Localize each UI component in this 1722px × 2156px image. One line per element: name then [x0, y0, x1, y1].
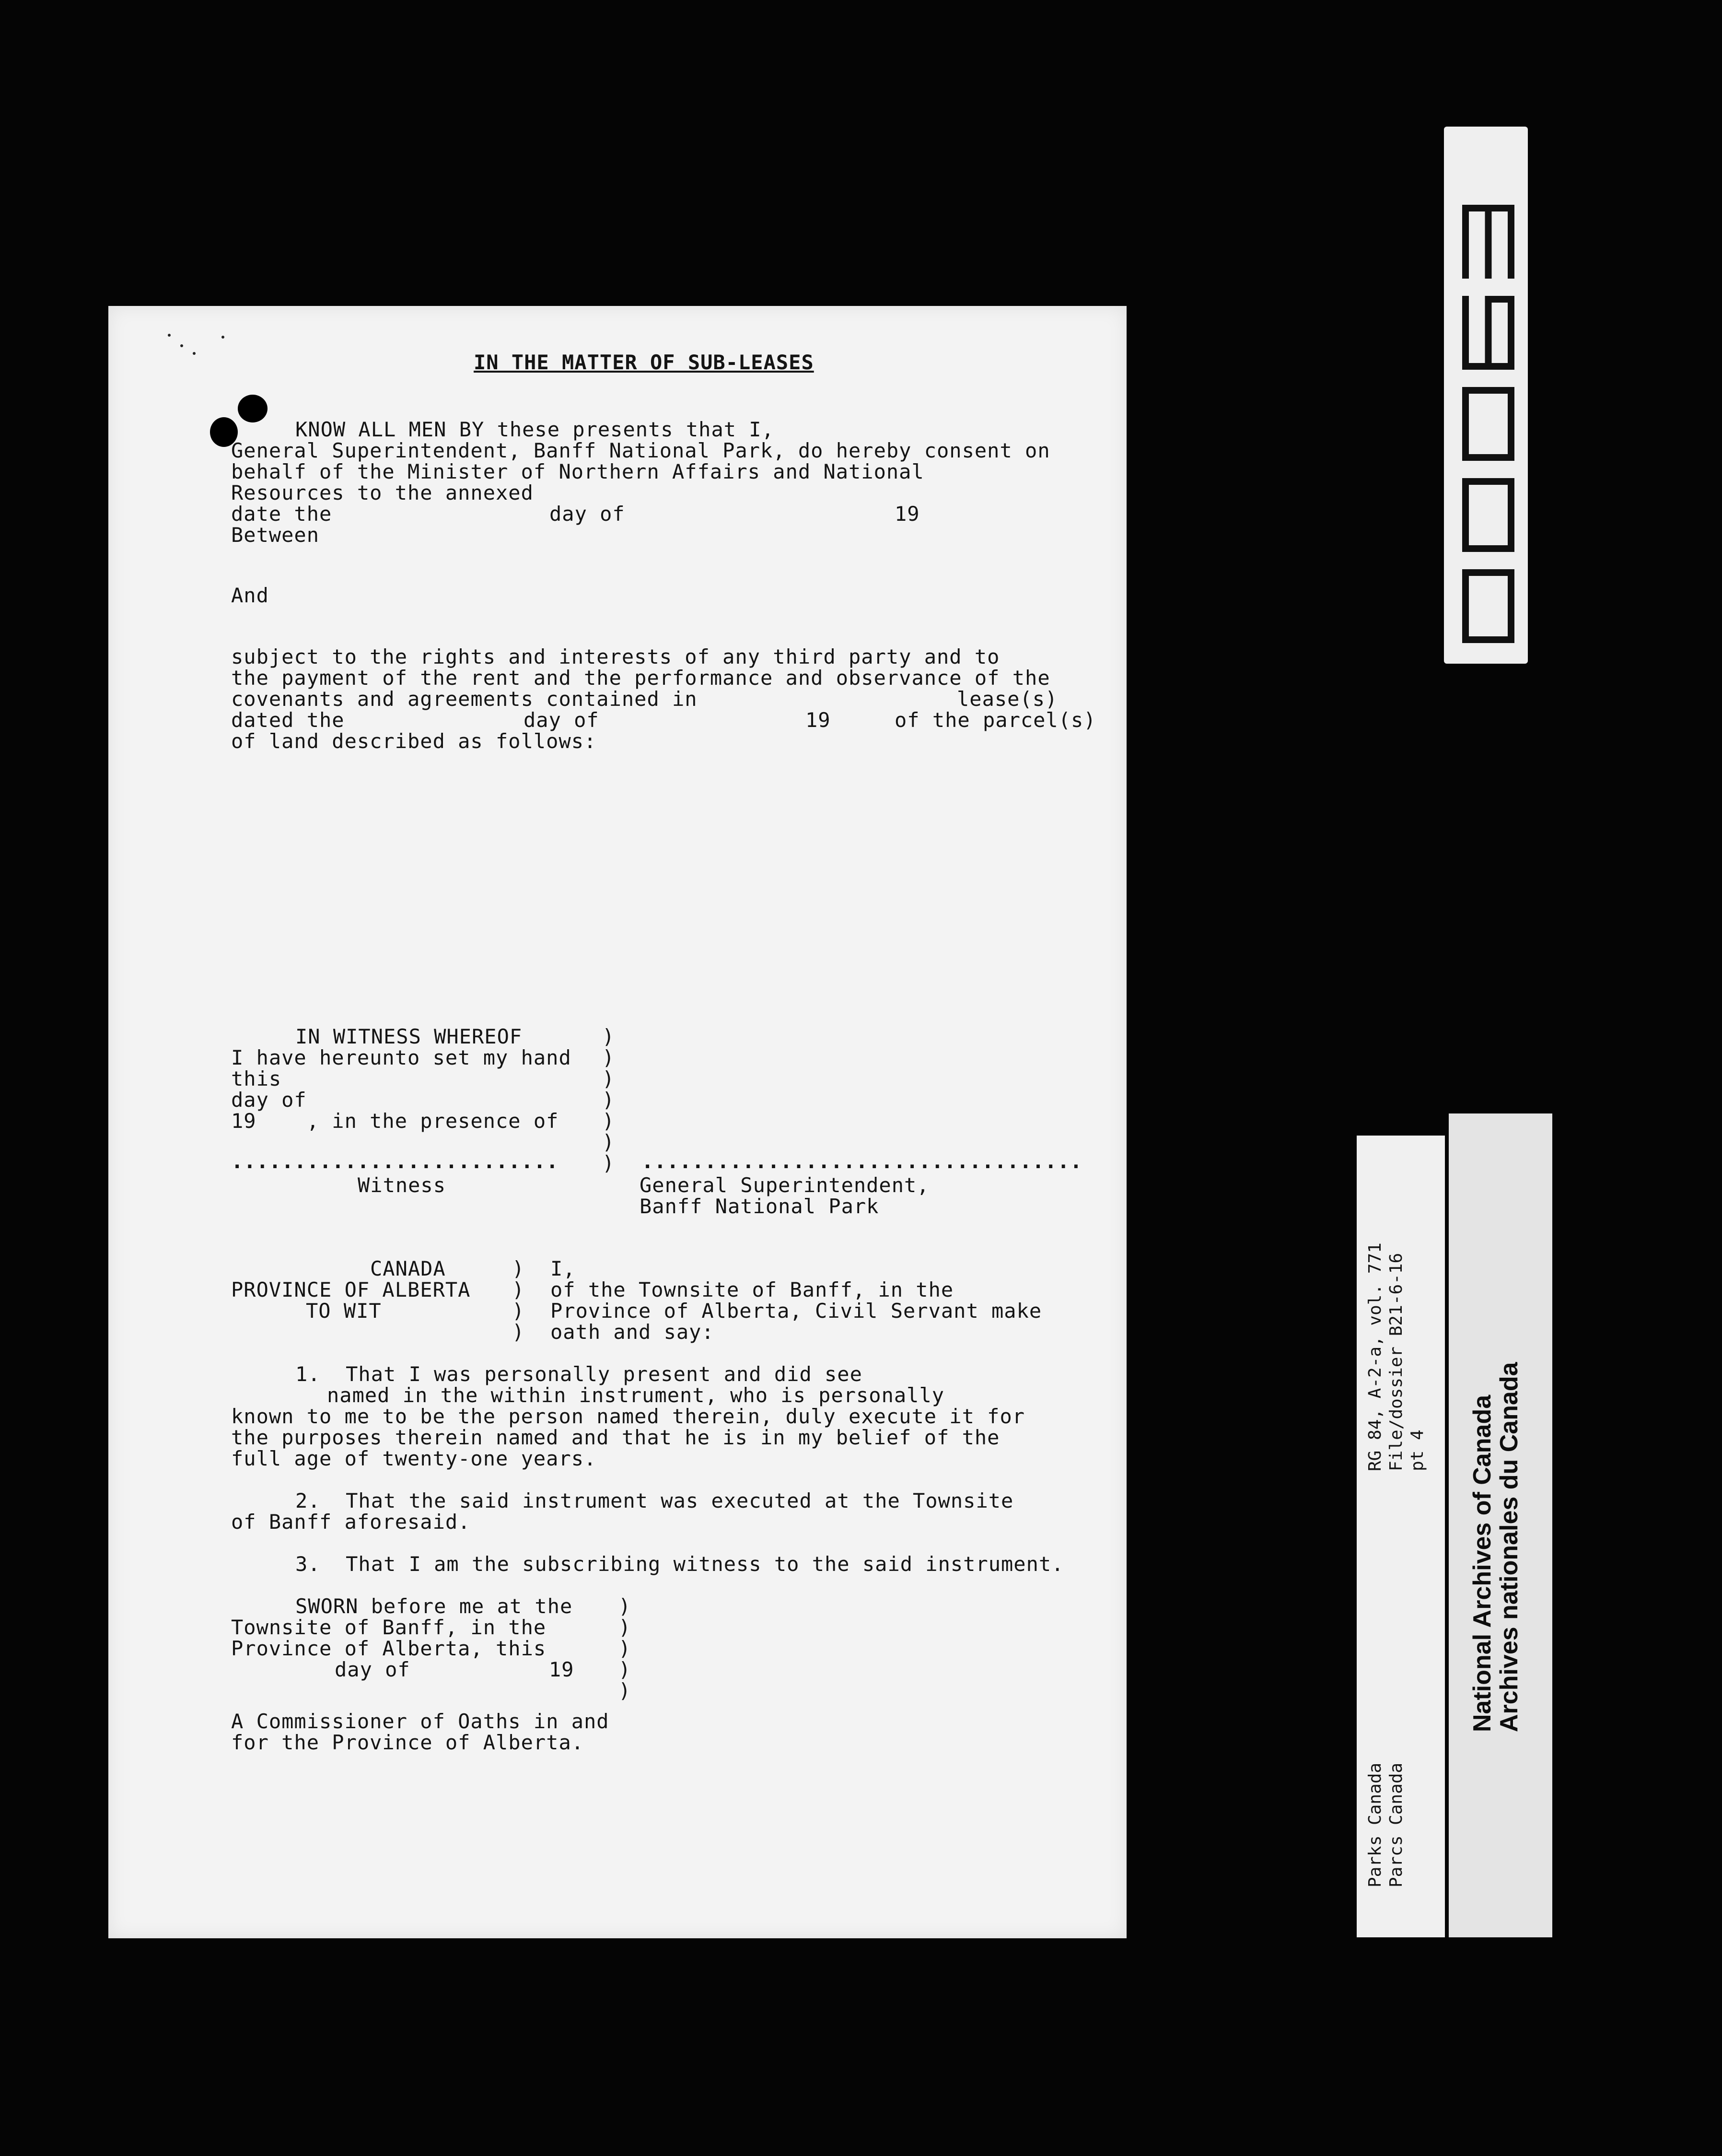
commissioner-line: A Commissioner of Oaths in and [231, 1710, 609, 1733]
superintendent-dots: ................................... [641, 1149, 1083, 1173]
bracket: ) [512, 1299, 525, 1323]
agency-line: Parks Canada [1365, 1762, 1385, 1887]
superintendent-title: General Superintendent, [640, 1173, 930, 1197]
date-label: date the [231, 502, 332, 526]
oath-line: of the Townsite of Banff, in the [550, 1278, 954, 1301]
subject-line: subject to the rights and interests of any third party and to [231, 645, 1000, 668]
document-sheet [108, 306, 1127, 1938]
bracket: ) [512, 1278, 525, 1301]
reference-line: pt 4 [1408, 1430, 1427, 1471]
paragraph-2-line: 2. That the said instrument was executed at the Townsite [295, 1489, 1014, 1512]
oath-line: oath and say: [550, 1320, 714, 1344]
between-label: Between [231, 523, 320, 547]
oath-line: I, [550, 1257, 576, 1280]
bracket: ) [512, 1257, 525, 1280]
leases-label: lease(s) [957, 687, 1058, 711]
oath-line: Province of Alberta, Civil Servant make [550, 1299, 1042, 1323]
paragraph-1-line: named in the within instrument, who is personally [327, 1383, 945, 1407]
sworn-line: Townsite of Banff, in the [231, 1616, 547, 1639]
superintendent-title: Banff National Park [640, 1195, 879, 1218]
witness-dots: .......................... [231, 1149, 559, 1173]
and-label: And [231, 584, 269, 607]
reference-line: RG 84, A-2-a, vol. 771 [1365, 1242, 1385, 1471]
document-title: IN THE MATTER OF SUB-LEASES [474, 351, 814, 374]
subject-line: covenants and agreements contained in [231, 687, 698, 711]
dated-day-of: day of [524, 708, 599, 732]
witness-label: Witness [358, 1173, 446, 1197]
frame-digit [1466, 481, 1511, 549]
paper-speck [168, 334, 171, 337]
bracket: ) [618, 1637, 631, 1660]
bracket: ) [602, 1151, 615, 1175]
province-label: TO WIT [306, 1299, 382, 1323]
witness-block-line: day of [231, 1088, 307, 1112]
intro-line: General Superintendent, Banff National Park, do hereby consent on [231, 439, 1050, 462]
institution-line: National Archives of Canada [1468, 1394, 1496, 1732]
bracket: ) [602, 1130, 615, 1154]
institution-line: Archives nationales du Canada [1495, 1362, 1523, 1732]
paper-speck [180, 344, 183, 347]
witness-block-line: I have hereunto set my hand [231, 1046, 571, 1069]
witness-block-line: IN WITNESS WHEREOF [295, 1025, 523, 1048]
paper-speck [221, 336, 224, 339]
paragraph-2-line: of Banff aforesaid. [231, 1510, 471, 1534]
bracket: ) [512, 1320, 525, 1344]
frame-digit [1466, 208, 1511, 275]
sworn-line: day of 19 [335, 1658, 574, 1681]
punch-hole-top [238, 395, 268, 422]
paragraph-1-line: known to me to be the person named therein, duly execute it for [231, 1405, 1025, 1428]
paragraph-1-line: the purposes therein named and that he is in my belief of the [231, 1426, 1000, 1449]
paragraph-3: 3. That I am the subscribing witness to the said instrument. [295, 1552, 1064, 1576]
archive-institution-label [1449, 1113, 1552, 1937]
frame-digit [1466, 299, 1511, 366]
bracket: ) [618, 1616, 631, 1639]
province-label: PROVINCE OF ALBERTA [231, 1278, 471, 1301]
commissioner-line: for the Province of Alberta. [231, 1731, 584, 1754]
archive-reference-label [1357, 1136, 1445, 1937]
land-line: of land described as follows: [231, 729, 597, 753]
sworn-line: Province of Alberta, this [231, 1637, 547, 1660]
dated-parcel: of the parcel(s) [895, 708, 1096, 732]
bracket: ) [602, 1088, 615, 1112]
bracket: ) [618, 1658, 631, 1681]
province-label: CANADA [370, 1257, 446, 1280]
frame-digit [1466, 573, 1511, 640]
paper-speck [193, 352, 196, 355]
intro-line: KNOW ALL MEN BY these presents that I, [295, 418, 774, 441]
bracket: ) [602, 1046, 615, 1069]
intro-line: Resources to the annexed [231, 481, 534, 504]
agency-line: Parcs Canada [1386, 1762, 1406, 1887]
dated-label: dated the [231, 708, 345, 732]
paragraph-1-line: 1. That I was personally present and did see [295, 1362, 862, 1386]
bracket: ) [618, 1594, 631, 1618]
bracket: ) [602, 1067, 615, 1090]
frame-number-strip [1444, 127, 1528, 664]
date-day-of: day of [549, 502, 625, 526]
bracket: ) [618, 1679, 631, 1702]
reference-line: File/dossier B21-6-16 [1386, 1253, 1406, 1471]
sworn-line: SWORN before me at the [295, 1594, 573, 1618]
bracket: ) [602, 1025, 615, 1048]
intro-line: behalf of the Minister of Northern Affairs and National [231, 460, 924, 483]
paragraph-1-line: full age of twenty-one years. [231, 1447, 597, 1470]
witness-block-line: this [231, 1067, 282, 1090]
dated-year: 19 [805, 708, 831, 732]
date-year: 19 [895, 502, 920, 526]
subject-line: the payment of the rent and the performance and observance of the [231, 666, 1050, 690]
frame-digit [1466, 390, 1511, 457]
frame-number-digits [1444, 127, 1528, 664]
bracket: ) [602, 1109, 615, 1133]
witness-block-line: 19 , in the presence of [231, 1109, 559, 1133]
